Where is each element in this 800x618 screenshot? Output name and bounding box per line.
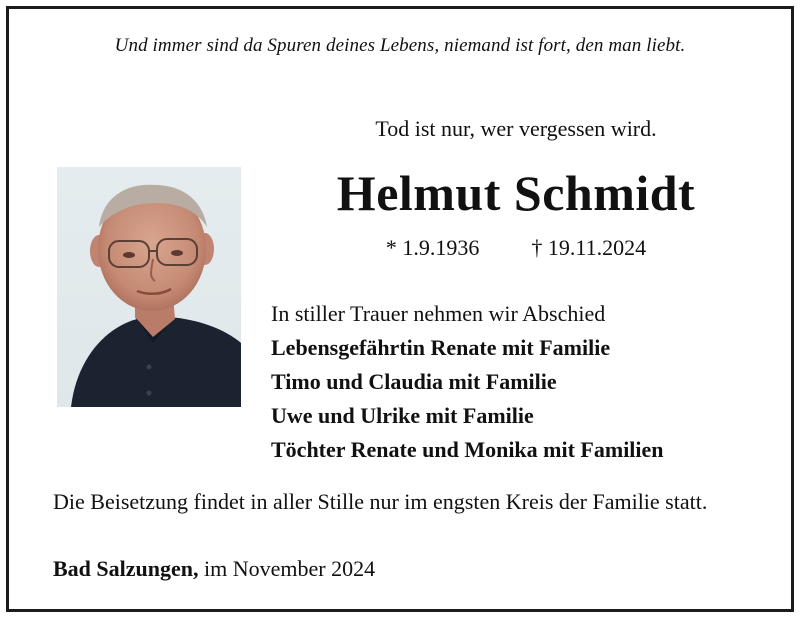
birth-date: * 1.9.1936 bbox=[385, 235, 480, 260]
mourner-family: Töchter Renate und Monika mit Familien bbox=[271, 437, 664, 462]
deceased-name: Helmut Schmidt bbox=[336, 165, 696, 221]
place-date-line bbox=[53, 556, 753, 582]
portrait-photo bbox=[57, 167, 241, 407]
funeral-note: Die Beisetzung findet in aller Stille nur im engsten Kreis der Familie statt. bbox=[53, 489, 708, 514]
mourner-family: Timo und Claudia mit Familie bbox=[271, 369, 557, 394]
obituary-notice bbox=[6, 6, 794, 612]
mourners-list bbox=[271, 297, 781, 467]
place-date: im November 2024 bbox=[198, 556, 376, 581]
life-dates bbox=[271, 235, 761, 261]
motto-text: Und immer sind da Spuren deines Lebens, niemand ist fort, den man liebt. bbox=[114, 35, 686, 56]
portrait-image bbox=[57, 167, 241, 407]
place-name: Bad Salzungen, bbox=[53, 556, 199, 581]
death-date: † 19.11.2024 bbox=[531, 235, 647, 260]
mourner-family: Uwe und Ulrike mit Familie bbox=[271, 403, 534, 428]
quote-text: Tod ist nur, wer vergessen wird. bbox=[375, 116, 657, 141]
mourner-family: Lebensgefährtin Renate mit Familie bbox=[271, 335, 611, 360]
mourners-intro: In stiller Trauer nehmen wir Abschied bbox=[271, 301, 606, 326]
